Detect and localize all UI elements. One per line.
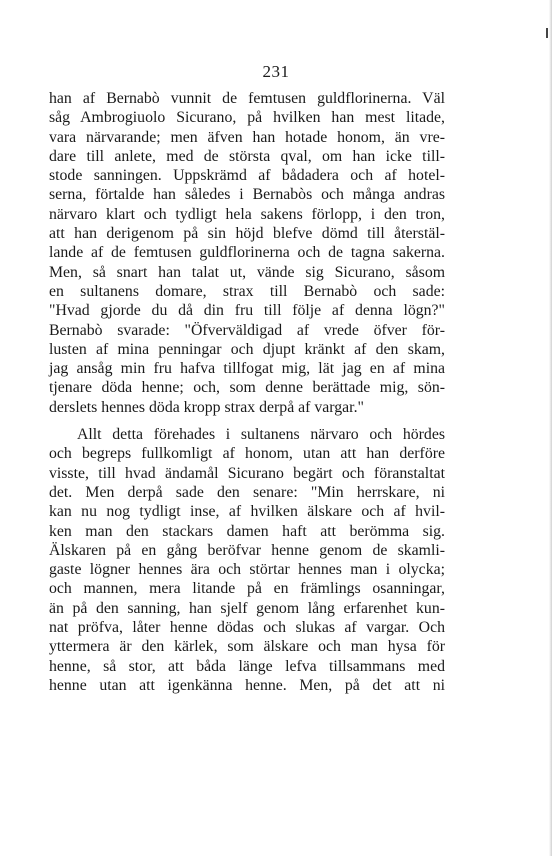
text-line: Älskaren på en gång beröfvar henne genom de skamli-	[49, 541, 445, 559]
text-line: Men, så snart han talat ut, vände sig Sicurano, såsom	[49, 263, 445, 281]
text-line: kan nu nog tydligt inse, af hvilken älskare och af hvil-	[49, 503, 445, 521]
text-line: "Hvad gjorde du då din fru till följe af denna lögn?"	[49, 302, 445, 320]
text-line: att han derigenom på sin höjd blefve dömd till återstäl-	[49, 225, 445, 243]
text-line: stode sanningen. Uppskrämd af bådadera och af hotel-	[49, 167, 445, 185]
page-number: 231	[262, 62, 290, 81]
page-text	[49, 89, 445, 695]
text-line: dare till anlete, med de största qval, om han icke till-	[49, 147, 445, 165]
text-line: det. Men derpå sade den senare: "Min herrskare, ni	[49, 483, 445, 501]
text-line: Bernabò svarade: "Öfverväldigad af vrede öfver för-	[49, 321, 445, 339]
text-line: henne, så stor, att båda länge lefva tillsammans med	[49, 657, 445, 675]
text-line: lusten af mina penningar och djupt kränkt af den skam,	[49, 340, 445, 358]
text-line: nat pröfva, låter henne dödas och slukas af vargar. Och	[49, 619, 445, 637]
text-line: Allt detta förehades i sultanens närvaro och hördes	[77, 426, 445, 444]
text-line: derslets hennes döda kropp strax derpå af vargar."	[49, 398, 364, 416]
text-line: ken man den stackars damen haft att berömma sig.	[49, 522, 445, 540]
text-line: lande af de femtusen guldflorinerna och de tagna sakerna.	[49, 244, 445, 262]
text-line: gaste lögner hennes ära och störtar hennes man i olycka;	[49, 561, 445, 579]
text-line: visste, till hvad ändamål Sicurano begärt och föranstaltat	[49, 464, 445, 482]
paragraph-1	[49, 89, 445, 417]
text-line: tjenare döda henne; och, som denne berättade mig, sön-	[49, 379, 445, 397]
text-line: vara närvarande; men äfven han hotade honom, än vre-	[49, 128, 445, 146]
text-line: jag ansåg min fru hafva tillfogat mig, lät jag en af mina	[49, 360, 445, 378]
text-line: än på den sanning, han sjelf genom lång erfarenhet kun-	[49, 599, 445, 617]
paragraph-2	[49, 425, 445, 695]
text-line: serna, förtalde han således i Bernabòs och många andras	[49, 186, 445, 204]
text-line: och mannen, mera litande på en främlings osanningar,	[49, 580, 445, 598]
paragraph-gap	[49, 417, 445, 425]
text-line: henne utan att igenkänna henne. Men, på det att ni	[49, 676, 445, 694]
text-line: och begreps fullkomligt af honom, utan att han derföre	[49, 445, 445, 463]
text-line: yttermera är den kärlek, som älskare och man hysa för	[49, 638, 445, 656]
text-line: en sultanens domare, strax till Bernabò och sade:	[49, 282, 445, 300]
page-edge-mark	[546, 28, 548, 38]
text-line: såg Ambrogiuolo Sicurano, på hvilken han mest litade,	[49, 109, 445, 127]
text-line: han af Bernabò vunnit de femtusen guldflorinerna. Väl	[49, 90, 445, 107]
text-line: närvaro klart och tydligt hela sakens förlopp, i den tron,	[49, 205, 445, 223]
